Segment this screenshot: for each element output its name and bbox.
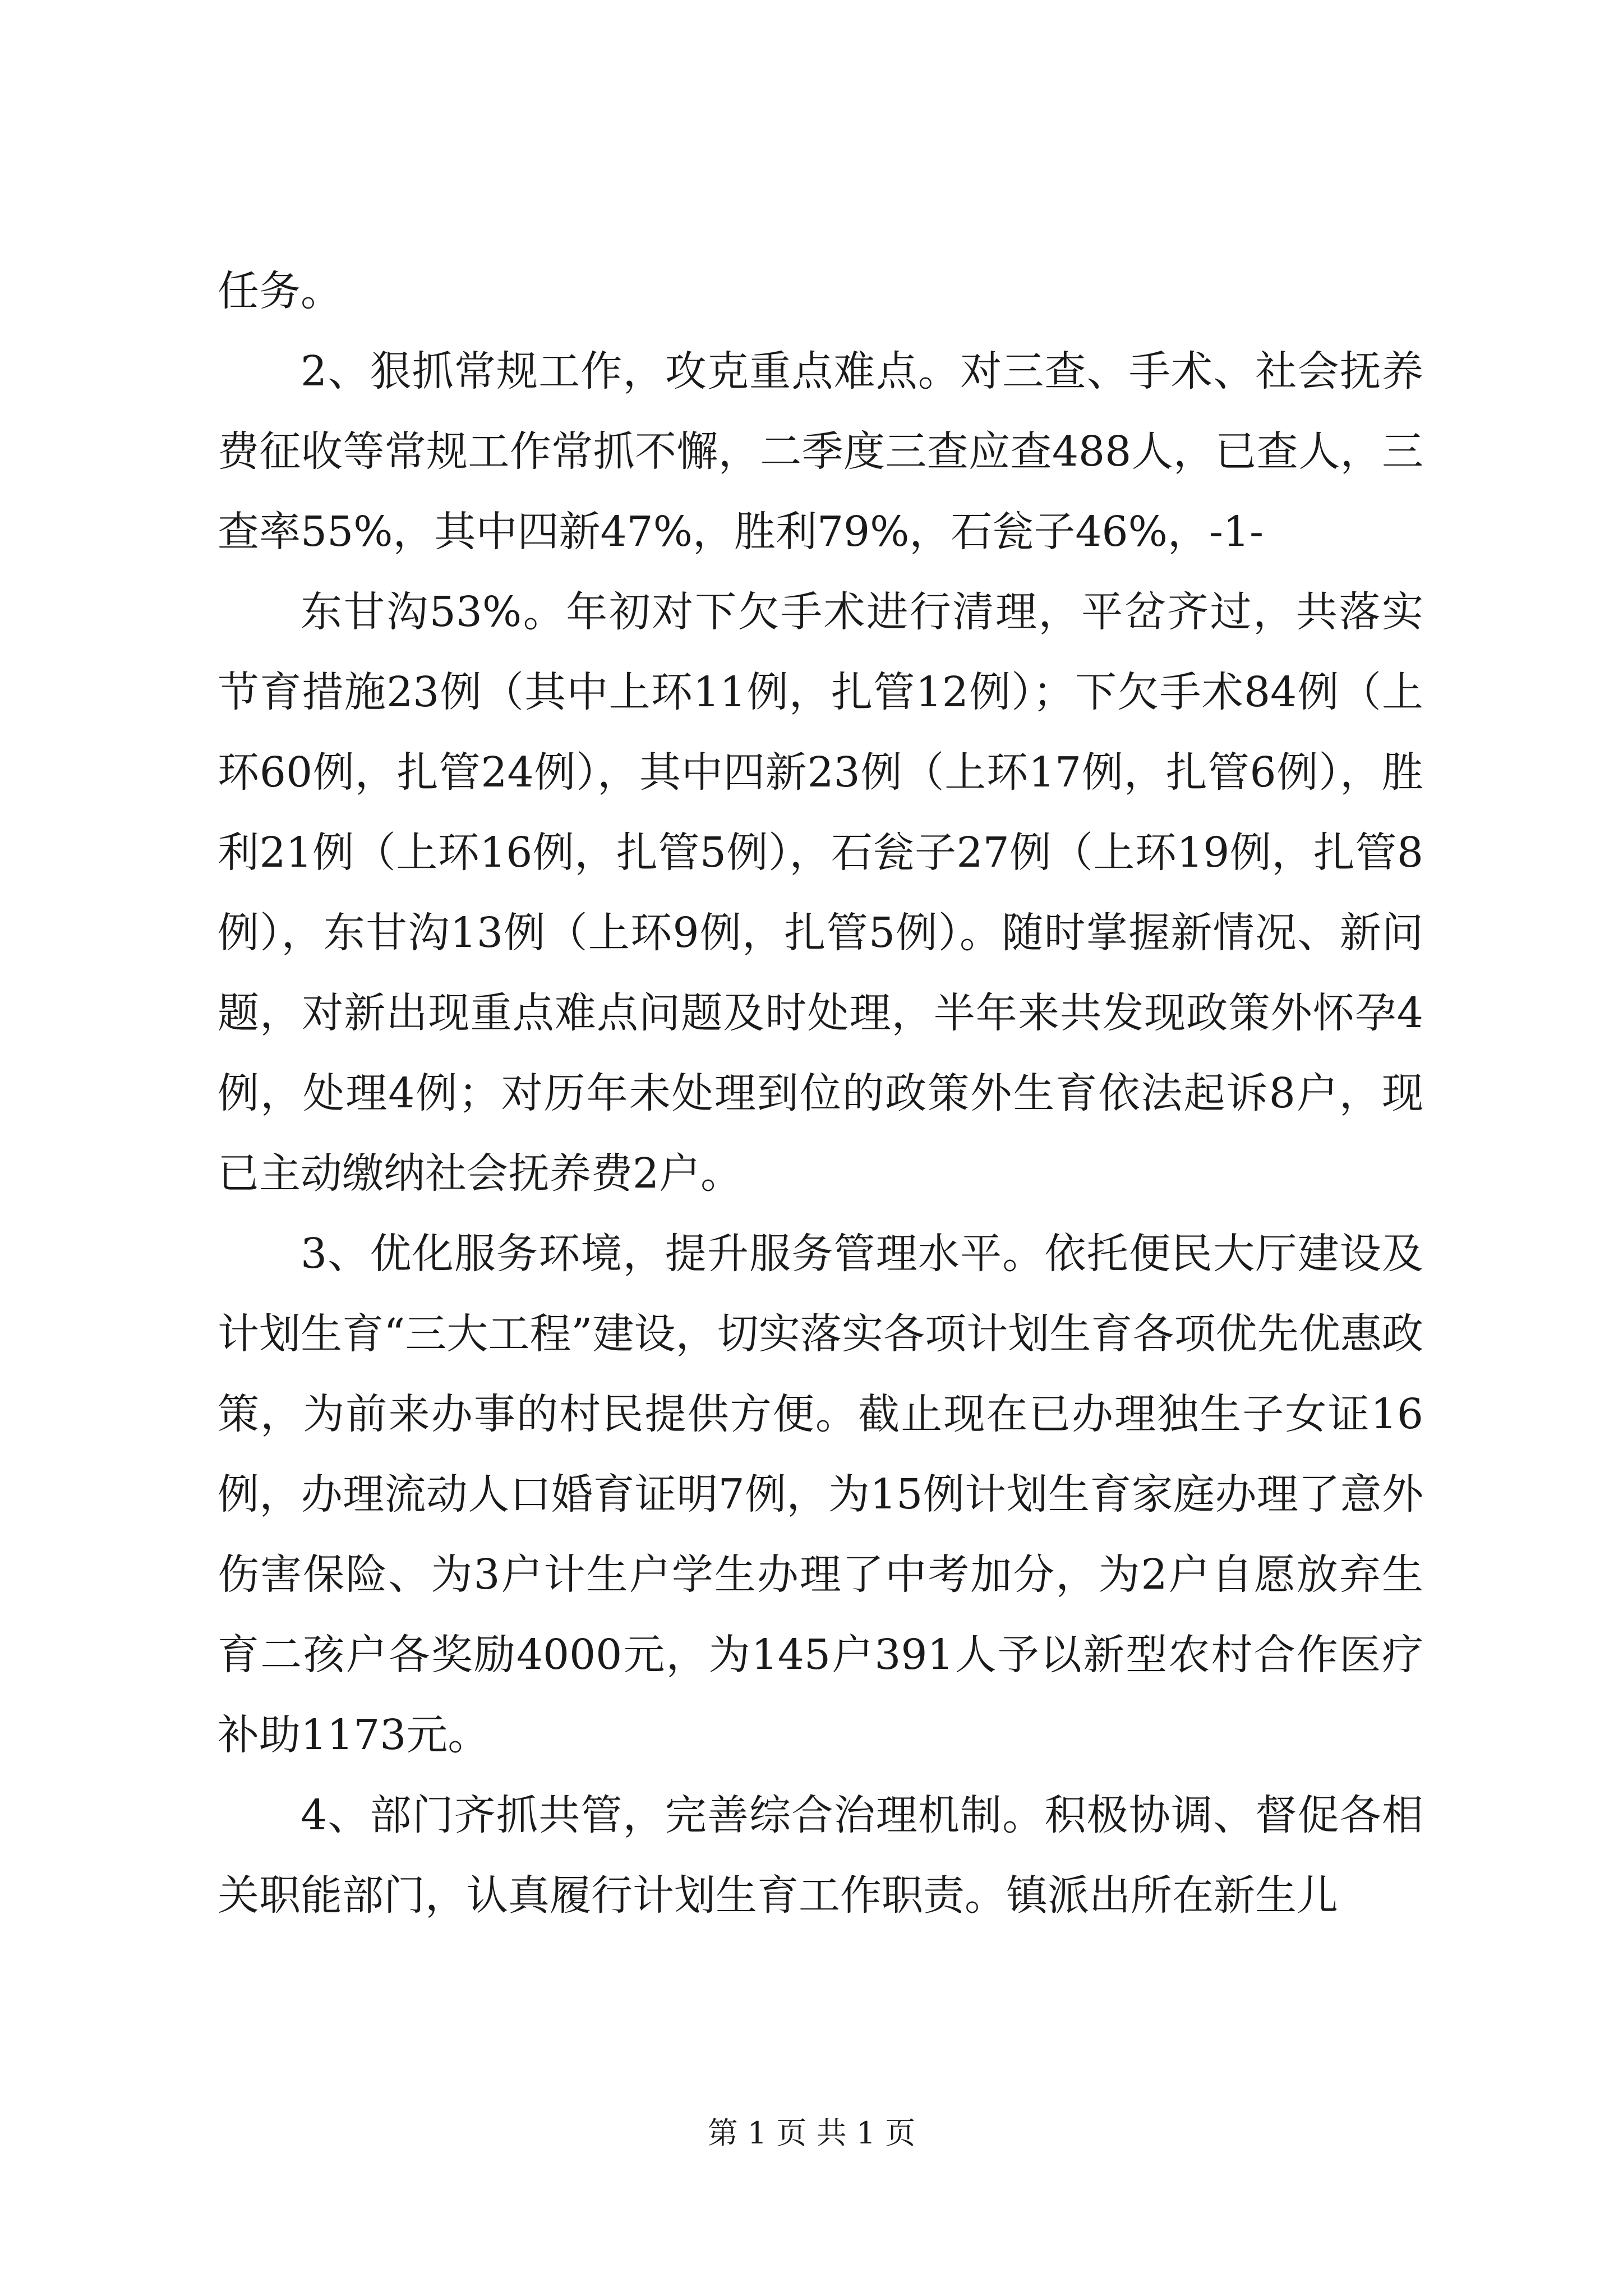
paragraph-comprehensive-governance: 4、部门齐抓共管，完善综合治理机制。积极协调、督促各相关职能部门，认真履行计划生育工作职责。镇派出所在新生儿 [218, 1791, 1423, 1920]
page-footer: 第 1 页 共 1 页 [707, 2115, 916, 2151]
paragraph-continuation: 任务。 [218, 267, 342, 315]
paragraph-service-environment: 3、优化服务环境，提升服务管理水平。依托便民大厅建设及计划生育“三大工程”建设，切实落实各项计划生育各项优先优惠政策，为前来办事的村民提供方便。截止现在已办理独生子女证16例，办理流动人口婚育证明7例，为15例计划生育家庭办理了意外伤害保险、为3户计生户学生办理了中考加分，为2户自愿放弃生育二孩户各奖励4000元，为145户391人予以新型农村合作医疗补助1173元。 [218, 1230, 1423, 1759]
document-body [218, 251, 1423, 1936]
paragraph-routine-work: 2、狠抓常规工作，攻克重点难点。对三查、手术、社会抚养费征收等常规工作常抓不懈，二季度三查应查488人，已查人，三查率55%，其中四新47%，胜利79%，石瓮子46%，-1- [218, 347, 1423, 556]
paragraph-surgery-cleanup: 东甘沟53%。年初对下欠手术进行清理，平岔齐过，共落实节育措施23例（其中上环11例，扎管12例）；下欠手术84例（上环60例，扎管24例），其中四新23例（上环17例，扎管6例），胜利21例（上环16例，扎管5例），石瓮子27例（上环19例，扎管8例），东甘沟13例（上环9例，扎管5例）。随时掌握新情况、新问题，对新出现重点难点问题及时处理，半年来共发现政策外怀孕4例，处理4例；对历年未处理到位的政策外生育依法起诉8户，现已主动缴纳社会抚养费2户。 [218, 588, 1423, 1198]
